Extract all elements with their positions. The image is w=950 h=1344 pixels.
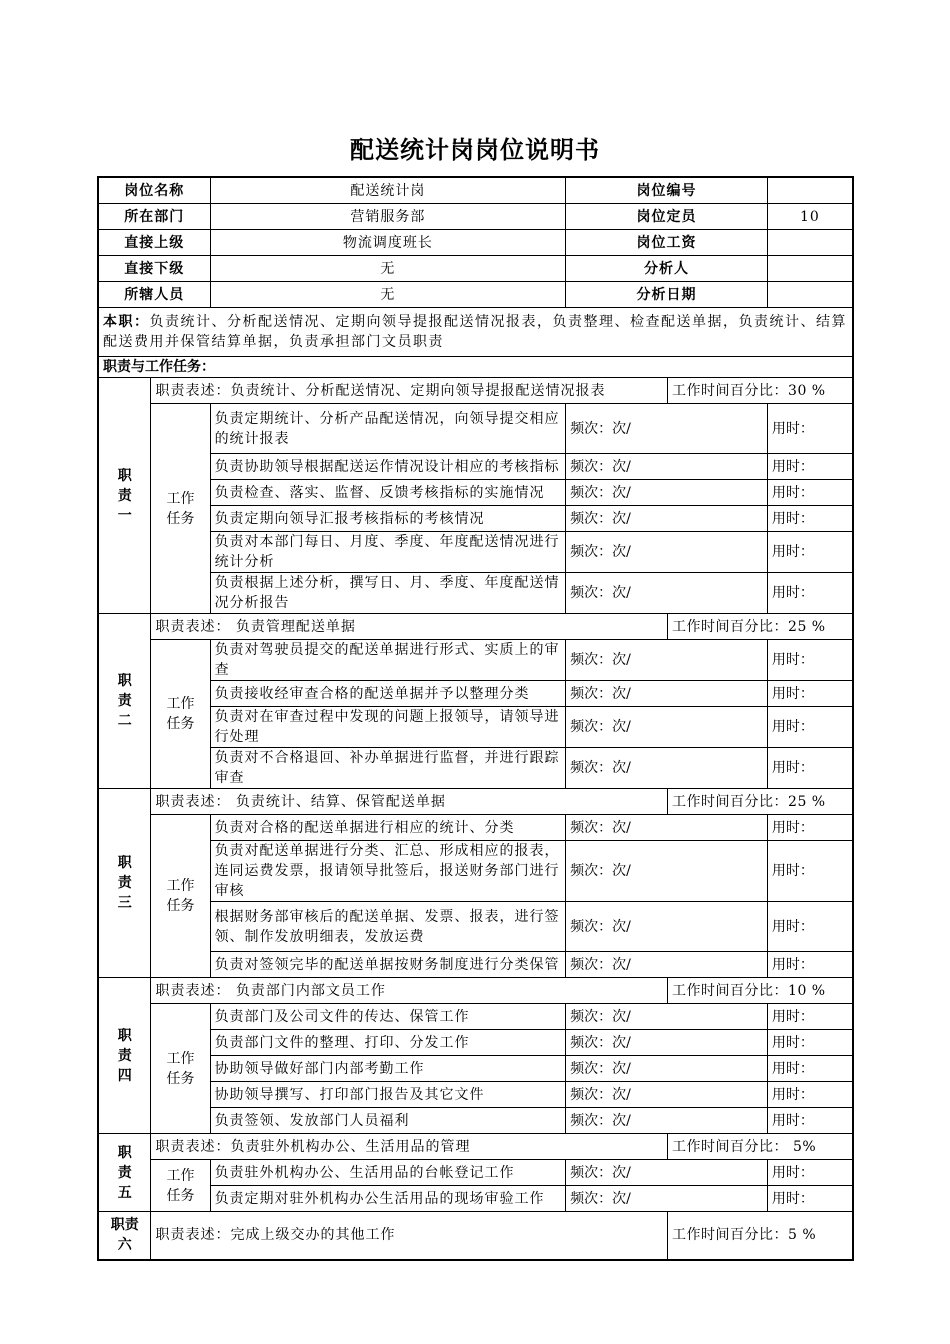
job-summary <box>98 308 853 357</box>
superior-value: 物流调度班长 <box>210 230 566 256</box>
work-tasks-label <box>151 1160 210 1212</box>
work-tasks-label-part: 任务 <box>166 510 195 527</box>
time-spent-field: 用时： <box>767 640 853 681</box>
frequency-field: 频次：次/ <box>566 902 768 952</box>
task-item: 协助领导做好部门内部考勤工作 <box>210 1056 566 1082</box>
time-spent-field: 用时： <box>767 1186 853 1212</box>
duty-name-part: 责 <box>117 487 132 504</box>
salary-value <box>767 230 853 256</box>
frequency-field: 频次：次/ <box>566 1030 768 1056</box>
task-item: 负责协助领导根据配送运作情况设计相应的考核指标 <box>210 454 566 480</box>
duty-name <box>98 1134 151 1212</box>
work-tasks-label-part: 工作 <box>166 696 195 712</box>
duties-section-header: 职责与工作任务： <box>98 357 853 378</box>
work-tasks-label <box>151 1004 210 1134</box>
task-item: 负责根据上述分析，撰写日、月、季度、年度配送情况分析报告 <box>210 573 566 614</box>
task-item: 负责对在审查过程中发现的问题上报领导，请领导进行处理 <box>210 707 566 748</box>
duty-name-part: 责 <box>117 1047 132 1064</box>
duty-name-part: 二 <box>117 713 132 729</box>
duty-name-part: 责 <box>117 875 132 891</box>
duty-description: 职责表述： 负责部门内部文员工作 <box>151 978 668 1004</box>
superior-label: 直接上级 <box>98 230 210 256</box>
time-spent-field: 用时： <box>767 707 853 748</box>
frequency-field: 频次：次/ <box>566 404 768 454</box>
time-spent-field: 用时： <box>767 902 853 952</box>
department-value: 营销服务部 <box>210 204 566 230</box>
task-item: 负责对配送单据进行分类、汇总、形成相应的报表，连同运费发票，报请领导批签后，报送财务部门进行审核 <box>210 841 566 902</box>
staff-label: 所辖人员 <box>98 282 210 308</box>
duty-name-part: 职 <box>117 1144 132 1161</box>
work-time-percentage: 工作时间百分比： 5% <box>668 1134 853 1160</box>
duty-description: 职责表述：负责统计、分析配送情况、定期向领导提报配送情况报表 <box>151 378 668 404</box>
task-item: 负责检查、落实、监督、反馈考核指标的实施情况 <box>210 480 566 506</box>
task-item: 协助领导撰写、打印部门报告及其它文件 <box>210 1082 566 1108</box>
work-time-percentage: 工作时间百分比：10 % <box>668 978 853 1004</box>
task-item: 负责定期对驻外机构办公生活用品的现场审验工作 <box>210 1186 566 1212</box>
work-time-percentage: 工作时间百分比：25 % <box>668 614 853 640</box>
task-item: 负责对不合格退回、补办单据进行监督，并进行跟踪审查 <box>210 748 566 789</box>
frequency-field: 频次：次/ <box>566 841 768 902</box>
staff-value: 无 <box>210 282 566 308</box>
document-title: 配送统计岗岗位说明书 <box>350 136 600 164</box>
duty-name <box>98 1212 151 1260</box>
position-name-label: 岗位名称 <box>98 177 210 204</box>
analysis-date-value <box>767 282 853 308</box>
task-item: 负责部门文件的整理、打印、分发工作 <box>210 1030 566 1056</box>
duty-name-part: 责 <box>117 693 132 709</box>
duty-name-part: 职责 <box>110 1217 139 1234</box>
duty-name <box>98 978 151 1134</box>
time-spent-field: 用时： <box>767 1030 853 1056</box>
time-spent-field: 用时： <box>767 841 853 902</box>
duty-description: 职责表述： 负责统计、结算、保管配送单据 <box>151 789 668 815</box>
time-spent-field: 用时： <box>767 1160 853 1186</box>
frequency-field: 频次：次/ <box>566 748 768 789</box>
job-summary-text: 负责统计、分析配送情况、定期向领导提报配送情况报表，负责整理、检查配送单据，负责统计、结算配送费用并保管结算单据，负责承担部门文员职责 <box>103 314 847 350</box>
work-time-percentage: 工作时间百分比：30 % <box>668 378 853 404</box>
task-item: 负责对签领完毕的配送单据按财务制度进行分类保管 <box>210 952 566 978</box>
task-item: 负责对合格的配送单据进行相应的统计、分类 <box>210 815 566 841</box>
work-tasks-label-part: 工作 <box>166 878 195 894</box>
duty-name-part: 职 <box>117 855 132 871</box>
duty-name-part: 六 <box>117 1237 132 1254</box>
work-tasks-label-part: 工作 <box>166 1050 195 1067</box>
time-spent-field: 用时： <box>767 404 853 454</box>
duty-description: 职责表述：负责驻外机构办公、生活用品的管理 <box>151 1134 668 1160</box>
frequency-field: 频次：次/ <box>566 1004 768 1030</box>
time-spent-field: 用时： <box>767 748 853 789</box>
headcount-value: 10 <box>767 204 853 230</box>
time-spent-field: 用时： <box>767 1004 853 1030</box>
task-item: 根据财务部审核后的配送单据、发票、报表，进行签领、制作发放明细表，发放运费 <box>210 902 566 952</box>
frequency-field: 频次：次/ <box>566 1108 768 1134</box>
task-item: 负责驻外机构办公、生活用品的台帐登记工作 <box>210 1160 566 1186</box>
analyst-label: 分析人 <box>566 256 768 282</box>
time-spent-field: 用时： <box>767 573 853 614</box>
duty-name <box>98 614 151 789</box>
frequency-field: 频次：次/ <box>566 454 768 480</box>
frequency-field: 频次：次/ <box>566 1056 768 1082</box>
time-spent-field: 用时： <box>767 1082 853 1108</box>
frequency-field: 频次：次/ <box>566 1186 768 1212</box>
work-tasks-label <box>151 815 210 978</box>
duty-name-part: 三 <box>117 895 132 911</box>
time-spent-field: 用时： <box>767 1108 853 1134</box>
time-spent-field: 用时： <box>767 506 853 532</box>
headcount-label: 岗位定员 <box>566 204 768 230</box>
work-tasks-label-part: 任务 <box>166 1070 195 1087</box>
job-summary-label: 本职： <box>103 314 150 330</box>
work-tasks-label-part: 任务 <box>166 716 195 732</box>
department-label: 所在部门 <box>98 204 210 230</box>
frequency-field: 频次：次/ <box>566 480 768 506</box>
position-name-value: 配送统计岗 <box>210 177 566 204</box>
time-spent-field: 用时： <box>767 952 853 978</box>
frequency-field: 频次：次/ <box>566 532 768 573</box>
task-item: 负责对本部门每日、月度、季度、年度配送情况进行统计分析 <box>210 532 566 573</box>
subordinate-value: 无 <box>210 256 566 282</box>
frequency-field: 频次：次/ <box>566 707 768 748</box>
position-code-value <box>767 177 853 204</box>
duty-name-part: 职 <box>117 1027 132 1044</box>
frequency-field: 频次：次/ <box>566 573 768 614</box>
frequency-field: 频次：次/ <box>566 506 768 532</box>
frequency-field: 频次：次/ <box>566 815 768 841</box>
duty-description: 职责表述：完成上级交办的其他工作 <box>151 1212 668 1260</box>
work-tasks-label-part: 任务 <box>166 1187 195 1204</box>
frequency-field: 频次：次/ <box>566 1082 768 1108</box>
duty-name-part: 一 <box>117 507 132 524</box>
work-tasks-label-part: 工作 <box>166 490 195 507</box>
time-spent-field: 用时： <box>767 454 853 480</box>
duty-name-part: 责 <box>117 1164 132 1181</box>
work-tasks-label-part: 任务 <box>166 898 195 914</box>
task-item: 负责对驾驶员提交的配送单据进行形式、实质上的审查 <box>210 640 566 681</box>
job-description-table <box>97 176 854 1261</box>
time-spent-field: 用时： <box>767 815 853 841</box>
work-tasks-label <box>151 640 210 789</box>
duty-name <box>98 378 151 614</box>
duty-name <box>98 789 151 978</box>
duty-name-part: 职 <box>117 467 132 484</box>
time-spent-field: 用时： <box>767 480 853 506</box>
duties-body <box>98 378 853 1260</box>
duty-name-part: 四 <box>117 1067 132 1084</box>
work-time-percentage: 工作时间百分比：5 % <box>668 1212 853 1260</box>
duty-description: 职责表述： 负责管理配送单据 <box>151 614 668 640</box>
analysis-date-label: 分析日期 <box>566 282 768 308</box>
time-spent-field: 用时： <box>767 532 853 573</box>
task-item: 负责定期向领导汇报考核指标的考核情况 <box>210 506 566 532</box>
frequency-field: 频次：次/ <box>566 1160 768 1186</box>
time-spent-field: 用时： <box>767 1056 853 1082</box>
analyst-value <box>767 256 853 282</box>
task-item: 负责签领、发放部门人员福利 <box>210 1108 566 1134</box>
frequency-field: 频次：次/ <box>566 952 768 978</box>
duty-name-part: 五 <box>117 1184 132 1201</box>
work-tasks-label <box>151 404 210 614</box>
position-code-label: 岗位编号 <box>566 177 768 204</box>
frequency-field: 频次：次/ <box>566 640 768 681</box>
subordinate-label: 直接下级 <box>98 256 210 282</box>
duty-name-part: 职 <box>117 673 132 689</box>
frequency-field: 频次：次/ <box>566 681 768 707</box>
salary-label: 岗位工资 <box>566 230 768 256</box>
time-spent-field: 用时： <box>767 681 853 707</box>
task-item: 负责接收经审查合格的配送单据并予以整理分类 <box>210 681 566 707</box>
task-item: 负责部门及公司文件的传达、保管工作 <box>210 1004 566 1030</box>
work-time-percentage: 工作时间百分比：25 % <box>668 789 853 815</box>
work-tasks-label-part: 工作 <box>166 1167 195 1184</box>
task-item: 负责定期统计、分析产品配送情况，向领导提交相应的统计报表 <box>210 404 566 454</box>
